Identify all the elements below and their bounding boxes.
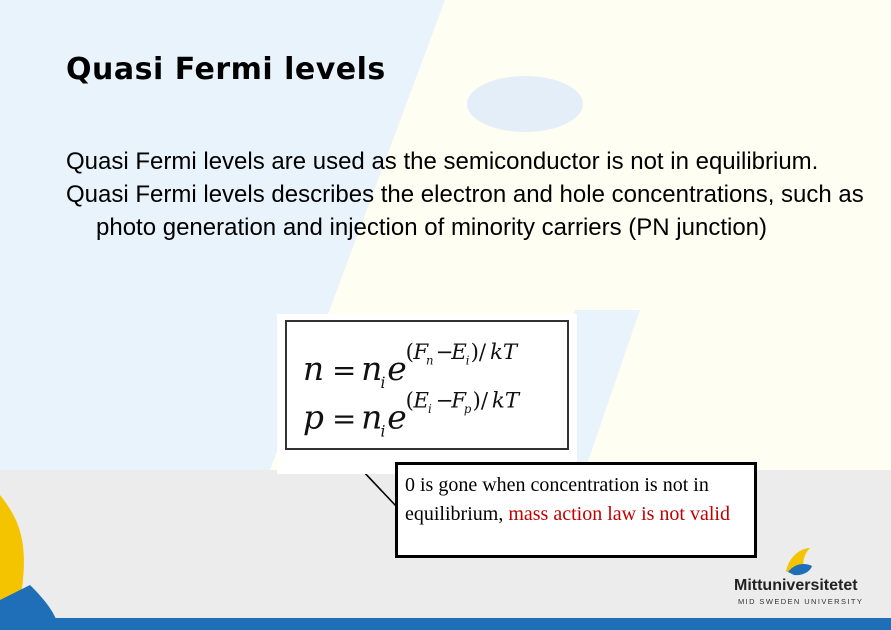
svg-text:i: i [380,373,386,392]
svg-text:e: e [387,349,407,389]
svg-text:n: n [361,349,383,389]
svg-text:F: F [451,388,467,414]
svg-text:−: − [435,339,454,365]
slide-title: Quasi Fermi levels [66,52,386,87]
logo-name: Mittuniversitetet [734,577,858,594]
svg-text:i: i [465,353,470,368]
svg-text:E: E [451,339,467,365]
formula-image [285,320,569,450]
logo-subtitle: MID SWEDEN UNIVERSITY [738,597,864,606]
svg-text:(: ( [405,339,415,365]
slide-body [66,145,866,244]
callout-text: 0 is gone when concentration is not in equilibrium, [405,474,709,525]
paragraph-1: Quasi Fermi levels are used as the semiconductor is not in equilibrium. [66,148,819,175]
svg-text:e: e [387,397,407,437]
paragraph-2: Quasi Fermi levels describes the electron and hole concentrations, such as photo generation and injection of minority carriers (PN junction) [66,181,864,241]
svg-text:n: n [302,349,325,389]
svg-text:)/: )/ [472,388,489,414]
callout-box [395,462,757,558]
formula-equations [287,322,567,448]
svg-text:)/: )/ [470,339,487,365]
svg-text:i: i [380,422,386,441]
svg-text:(: ( [405,388,415,414]
svg-text:kT: kT [491,388,520,414]
svg-text:=: = [332,401,357,436]
svg-text:F: F [413,339,429,365]
svg-text:E: E [413,388,429,414]
svg-text:=: = [332,353,357,388]
svg-text:n: n [426,353,434,368]
svg-text:−: − [435,388,454,414]
svg-text:kT: kT [490,339,518,365]
svg-text:p: p [463,402,472,417]
svg-text:p: p [302,397,325,437]
callout-red-text: mass action law is not valid [508,503,730,525]
svg-text:n: n [361,397,383,437]
svg-text:i: i [427,402,432,417]
